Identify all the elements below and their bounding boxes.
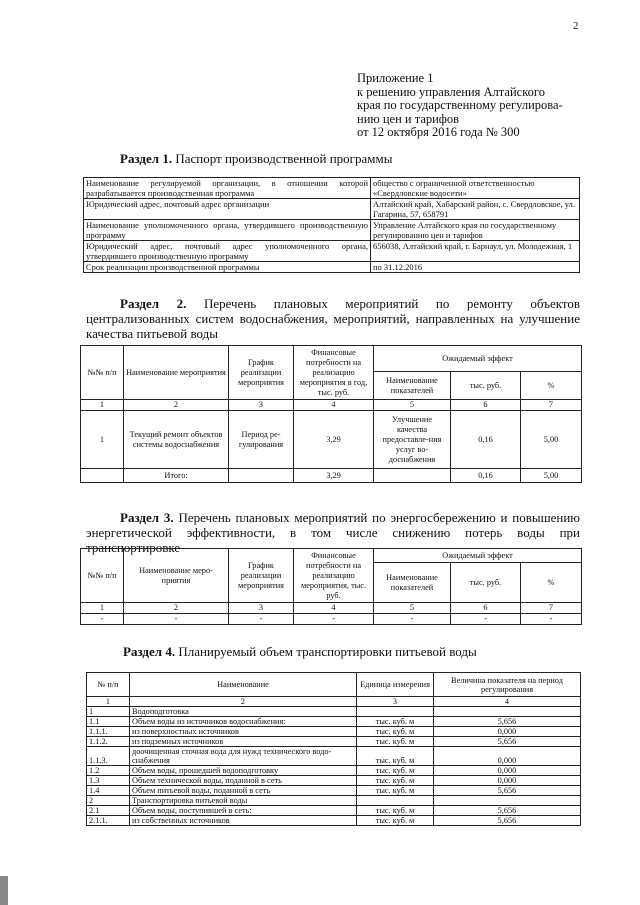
row-name: Объем питьевой воды, поданной в сеть [130,786,357,796]
row-num: 2.1 [87,806,130,816]
section1-heading [120,151,392,167]
row-num: 1.4 [87,786,130,796]
total-label: Итого: [124,469,229,483]
col-number: 5 [374,603,451,614]
row-value [434,707,581,717]
col-header-finance: Финансовые потребности на реализацию мероприятия, тыс. руб. [294,549,374,603]
row-name: доочищенная сточная вода для нужд технического водо-снабжения [130,747,357,766]
row-num: 1.1 [87,717,130,727]
transport-volume-table [86,672,581,826]
table-row [87,796,581,806]
repair-measures-table [80,345,582,483]
passport-value: Управление Алтайского края по государственному регулированию цен и тарифов [371,220,580,241]
row-value: 0,000 [434,766,581,776]
col-number: 6 [451,603,521,614]
passport-row [84,241,580,262]
section-title: Планируемый объем транспортировки питьевой воды [178,644,477,659]
dash-cell: - [81,614,124,625]
appendix-line: края по государственному регулирова- [357,98,563,112]
table-row [87,737,581,747]
section-title: Паспорт производственной программы [175,151,393,166]
passport-value: Алтайский край, Хабарский район, с. Свердловское, ул. Гагарина, 57, 658791 [371,199,580,220]
col-header-pct: % [521,372,582,400]
section-label: Раздел 1. [120,151,173,166]
table-row [87,776,581,786]
appendix-line: от 12 октября 2016 года № 300 [357,125,520,139]
col-header-finance: Финансовые потребности на реализацию мероприятия в год, тыс. руб. [294,346,374,400]
col-header-rub: тыс. руб. [451,563,521,603]
col-header-num: №№ п/п [81,346,124,400]
table-row [87,766,581,776]
col-number: 1 [81,400,124,411]
dash-cell: - [451,614,521,625]
col-number: 7 [521,603,582,614]
row-unit: тыс. куб. м [357,727,434,737]
total-finance: 3,29 [294,469,374,483]
row-value: 5,656 [434,816,581,826]
col-number: 4 [434,697,581,707]
row-name: из подземных источников [130,737,357,747]
row-num: 2 [87,796,130,806]
passport-label: Наименование регулируемой организации, в отношении которой разрабатывается производственная программа [84,178,371,199]
page-number: 2 [573,20,579,32]
table-row [87,816,581,826]
col-header-name: Наименование [130,673,357,697]
row-value: 5,656 [434,806,581,816]
row-unit: тыс. куб. м [357,806,434,816]
total-rub: 0,16 [451,469,521,483]
section-title: Перечень плановых мероприятий по энергосбережению и повышению энергетической эффективности, в том числе снижению потерь воды при транспортировке [86,510,580,555]
table-row [87,717,581,727]
passport-value: по 31.12.2016 [371,262,580,273]
row-name: Объем воды, прошедшей водоподготовку [130,766,357,776]
appendix-note [357,72,563,140]
table-row [87,707,581,717]
row-unit: тыс. куб. м [357,747,434,766]
section2-heading [86,296,580,341]
col-header-num: №№ п/п [81,549,124,603]
row-num: 1.3 [87,776,130,786]
col-header-schedule: График реализации мероприятия [229,549,294,603]
total-empty [229,469,294,483]
dash-cell: - [124,614,229,625]
col-header-unit: Единица измерения [357,673,434,697]
table-row [87,747,581,766]
appendix-line: нию цен и тарифов [357,111,460,126]
row-name: Объем воды, поступившей в сеть: [130,806,357,816]
col-header-effect: Ожидаемый эффект [374,549,582,563]
row-name: Объем технической воды, поданной в сеть [130,776,357,786]
row-name: Текущий ремонт объектов системы водоснабжения [124,411,229,469]
row-value: 0,000 [434,747,581,766]
dash-cell: - [294,614,374,625]
row-unit: тыс. куб. м [357,776,434,786]
col-number: 2 [124,400,229,411]
row-unit: тыс. куб. м [357,737,434,747]
row-unit: тыс. куб. м [357,786,434,796]
passport-row [84,262,580,273]
col-header-rub: тыс. руб. [451,372,521,400]
col-number: 4 [294,603,374,614]
passport-label: Наименование уполномоченного органа, утвердившего производственную программу [84,220,371,241]
row-unit: тыс. куб. м [357,816,434,826]
col-header-schedule: График реализации мероприятия [229,346,294,400]
col-header-indicator: Наименование показателей [374,563,451,603]
col-number: 2 [124,603,229,614]
row-unit [357,707,434,717]
col-number: 5 [374,400,451,411]
row-rub: 0,16 [451,411,521,469]
row-indicator: Улучшение качества предоставле-ния услуг во-доснабжения [374,411,451,469]
energy-measures-table [80,548,582,625]
col-number: 1 [81,603,124,614]
table-row [87,727,581,737]
row-finance: 3,29 [294,411,374,469]
col-header-name: Наименование мероприятия [124,346,229,400]
row-num: 1.2 [87,766,130,776]
passport-value: общество с ограниченной ответственностью «Свердловские водосети» [371,178,580,199]
row-name: Транспортировка питьевой воды [130,796,357,806]
col-number: 3 [229,400,294,411]
passport-table [83,177,580,273]
appendix-line: к решению управления Алтайского [357,84,545,99]
dash-cell: - [521,614,582,625]
row-num: 1.1.1. [87,727,130,737]
total-empty [374,469,451,483]
row-name: из собственных источников [130,816,357,826]
scan-edge [0,876,8,905]
row-unit: тыс. куб. м [357,717,434,727]
row-name: из поверхностных источников [130,727,357,737]
passport-row [84,178,580,199]
passport-row [84,220,580,241]
row-num: 1 [81,411,124,469]
passport-label: Срок реализации производственной программы [84,262,371,273]
section-label: Раздел 2. [120,296,187,311]
row-num: 1 [87,707,130,717]
col-number: 7 [521,400,582,411]
row-num: 2.1.1. [87,816,130,826]
section4-heading [123,644,477,660]
row-num: 1.1.2. [87,737,130,747]
total-empty [81,469,124,483]
col-number: 4 [294,400,374,411]
row-name: Объем воды из источников водоснабжения: [130,717,357,727]
passport-value: 656038, Алтайский край, г. Барнаул, ул. Молодежная, 1 [371,241,580,262]
section-label: Раздел 3. [120,510,174,525]
passport-row [84,199,580,220]
row-value: 0,000 [434,776,581,786]
row-unit [357,796,434,806]
col-number: 3 [229,603,294,614]
passport-label: Юридический адрес, почтовый адрес уполномоченного органа, утвердившего производственную программу [84,241,371,262]
col-header-effect: Ожидаемый эффект [374,346,582,372]
row-value: 5,656 [434,737,581,747]
table-row [87,786,581,796]
row-value [434,796,581,806]
col-number: 1 [87,697,130,707]
row-value: 5,656 [434,786,581,796]
col-header-value: Величина показателя на период регулирования [434,673,581,697]
col-number: 6 [451,400,521,411]
col-number: 2 [130,697,357,707]
row-unit: тыс. куб. м [357,766,434,776]
dash-cell: - [229,614,294,625]
col-header-indicator: Наименование показателей [374,372,451,400]
table-row [87,806,581,816]
col-header-name: Наименование меро-приятия [124,549,229,603]
col-header-pct: % [521,563,582,603]
section-label: Раздел 4. [123,644,176,659]
row-name: Водоподготовка [130,707,357,717]
row-value: 0,000 [434,727,581,737]
col-header-num: № п/п [87,673,130,697]
row-schedule: Период ре-гулирования [229,411,294,469]
total-pct: 5,00 [521,469,582,483]
dash-cell: - [374,614,451,625]
col-number: 3 [357,697,434,707]
row-value: 5,656 [434,717,581,727]
section-title: Перечень плановых мероприятий по ремонту объектов централизованных систем водоснабжения, мероприятий, направленных на улучшение качества питьевой воды [86,296,581,341]
row-num: 1.1.3. [87,747,130,766]
row-pct: 5,00 [521,411,582,469]
appendix-line: Приложение 1 [357,71,434,85]
passport-label: Юридический адрес, почтовый адрес организации [84,199,371,220]
